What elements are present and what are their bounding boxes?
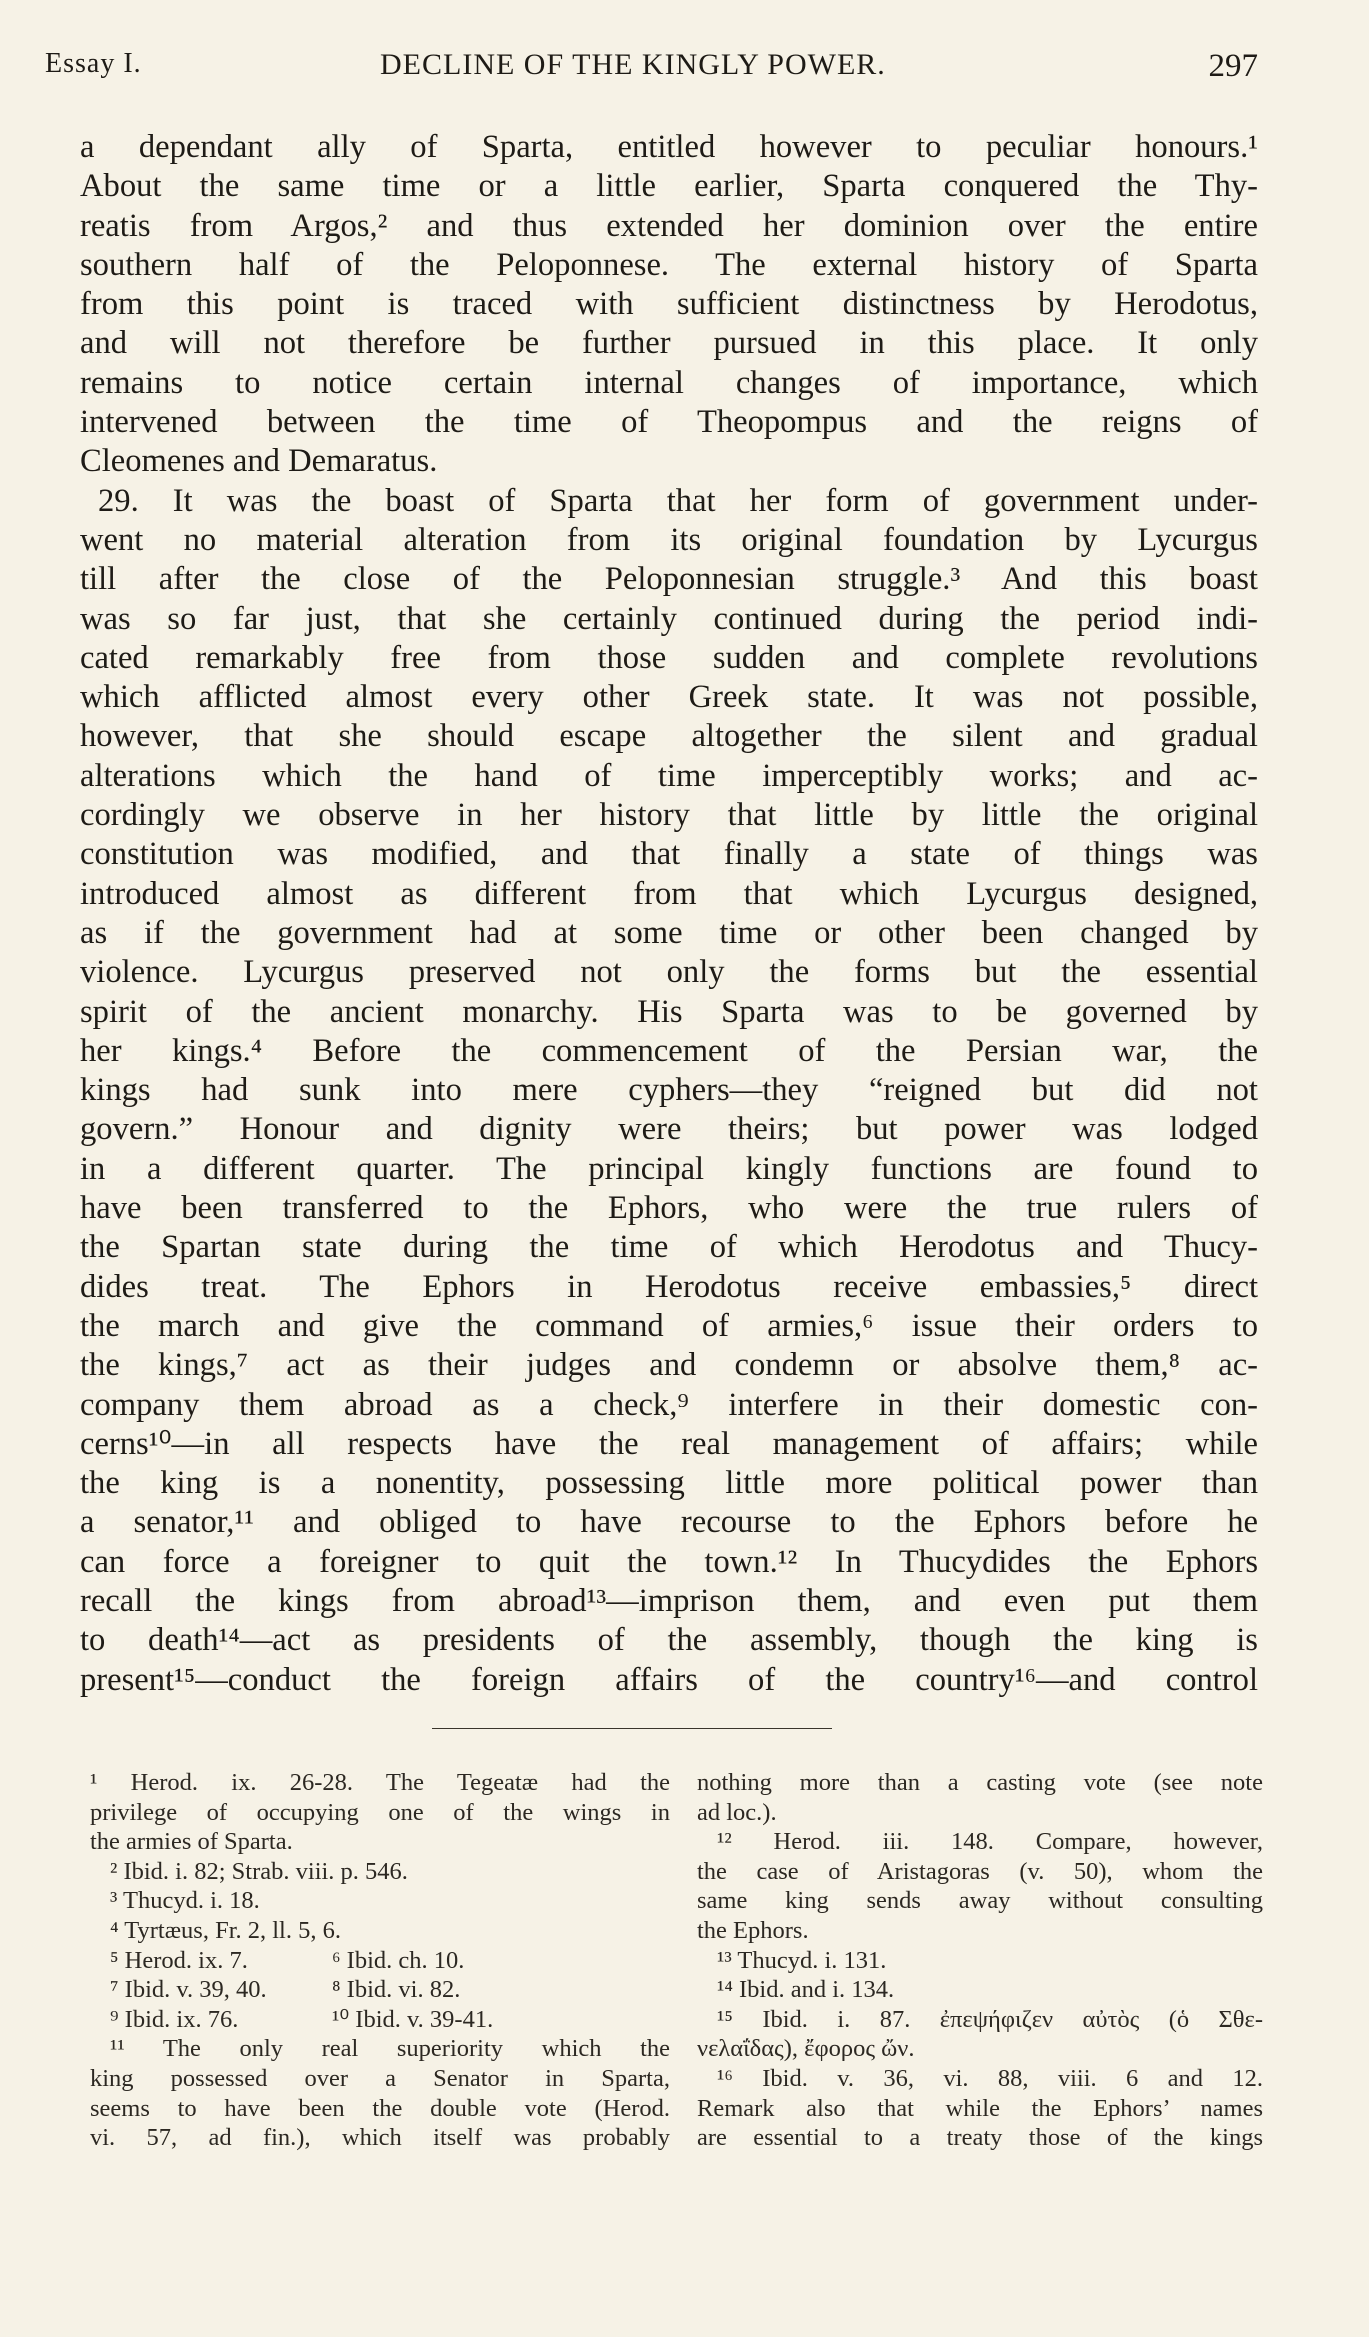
- footnote-12: the Ephors.: [697, 1916, 809, 1944]
- footnote-15: ¹⁵ Ibid. i. 87. ἐπεψήφιζεν αὐτὸς (ὁ Σθε-: [717, 2005, 1263, 2033]
- text-line: About the same time or a little earlier, Sparta conquered the Thy-: [80, 168, 1258, 205]
- text-line: intervened between the time of Theopompus and the reigns of: [80, 404, 1258, 441]
- text-line: alterations which the hand of time imperceptibly works; and ac-: [80, 757, 1258, 794]
- text-line: violence. Lycurgus preserved not only the forms but the essential: [80, 954, 1258, 991]
- footnote-11-continued: ad loc.).: [697, 1798, 777, 1826]
- footnote-11: vi. 57, ad fin.), which itself was probably: [90, 2124, 670, 2152]
- text-line: dides treat. The Ephors in Herodotus receive embassies,⁵ direct: [80, 1268, 1258, 1305]
- footnote-9: ⁹ Ibid. ix. 76.: [110, 2005, 239, 2033]
- text-line: can force a foreigner to quit the town.¹² In Thucydides the Ephors: [80, 1543, 1258, 1580]
- text-line: recall the kings from abroad¹³—imprison them, and even put them: [80, 1582, 1258, 1619]
- text-line: company them abroad as a check,⁹ interfere in their domestic con-: [80, 1386, 1258, 1423]
- page-number: 297: [1208, 48, 1258, 84]
- text-line: present¹⁵—conduct the foreign affairs of the country¹⁶—and control: [80, 1661, 1258, 1698]
- footnote-14: ¹⁴ Ibid. and i. 134.: [717, 1976, 895, 2004]
- text-line: introduced almost as different from that which Lycurgus designed,: [80, 875, 1258, 912]
- footnote-pair: [90, 1946, 670, 1976]
- text-line: the king is a nonentity, possessing little more political power than: [80, 1465, 1258, 1502]
- footnote-11-continued: nothing more than a casting vote (see note: [697, 1769, 1263, 1796]
- text-line: till after the close of the Peloponnesian struggle.³ And this boast: [80, 561, 1258, 598]
- footnote-11: king possessed over a Senator in Sparta,: [90, 2064, 670, 2092]
- footnote-12: the case of Aristagoras (v. 50), whom the: [697, 1857, 1263, 1885]
- footnote-16: ¹⁶ Ibid. v. 36, vi. 88, viii. 6 and 12.: [717, 2064, 1263, 2092]
- text-line: which afflicted almost every other Greek state. It was not possible,: [80, 679, 1258, 716]
- text-line: remains to notice certain internal changes of importance, which: [80, 364, 1258, 401]
- text-line: have been transferred to the Ephors, who were the true rulers of: [80, 1190, 1258, 1227]
- text-line: was so far just, that she certainly continued during the period indi-: [80, 600, 1258, 637]
- footnote-1: privilege of occupying one of the wings in: [90, 1798, 670, 1826]
- footnote-8: ⁸ Ibid. vi. 82.: [332, 1976, 461, 2004]
- text-line: govern.” Honour and dignity were theirs; but power was lodged: [80, 1111, 1258, 1148]
- footnotes-left-column: [90, 1768, 670, 2153]
- text-line: however, that she should escape altogether the silent and gradual: [80, 718, 1258, 755]
- footnote-6: ⁶ Ibid. ch. 10.: [332, 1946, 465, 1974]
- footnote-pair: [90, 1975, 670, 2005]
- text-line: cerns¹⁰—in all respects have the real management of affairs; while: [80, 1425, 1258, 1462]
- footnote-10: ¹⁰ Ibid. v. 39-41.: [332, 2005, 494, 2033]
- text-line: cated remarkably free from those sudden and complete revolutions: [80, 639, 1258, 676]
- text-line: kings had sunk into mere cyphers—they “reigned but did not: [80, 1072, 1258, 1109]
- chapter-title: DECLINE OF THE KINGLY POWER.: [380, 48, 886, 81]
- footnote-11: seems to have been the double vote (Herod.: [90, 2094, 670, 2122]
- footnote-1: the armies of Sparta.: [90, 1828, 293, 1856]
- text-line: and will not therefore be further pursued in this place. It only: [80, 325, 1258, 362]
- footnote-3: ³ Thucyd. i. 18.: [110, 1887, 260, 1915]
- text-line: spirit of the ancient monarchy. His Sparta was to be governed by: [80, 993, 1258, 1030]
- footnote-13: ¹³ Thucyd. i. 131.: [717, 1946, 887, 1974]
- footnote-divider: [432, 1728, 832, 1729]
- section-29-start: 29. It was the boast of Sparta that her form of government under-: [98, 482, 1258, 519]
- text-line: the kings,⁷ act as their judges and condemn or absolve them,⁸ ac-: [80, 1347, 1258, 1384]
- footnote-11: ¹¹ The only real superiority which the: [110, 2035, 670, 2063]
- footnote-12: ¹² Herod. iii. 148. Compare, however,: [717, 1828, 1263, 1856]
- footnote-15: νελαΐδας), ἔφορος ὤν.: [697, 2035, 915, 2063]
- essay-label: Essay I.: [45, 48, 142, 79]
- text-line: the march and give the command of armies,⁶ issue their orders to: [80, 1307, 1258, 1344]
- text-line: a dependant ally of Sparta, entitled however to peculiar honours.¹: [80, 129, 1258, 165]
- footnote-2: ² Ibid. i. 82; Strab. viii. p. 546.: [110, 1857, 408, 1885]
- text-line: a senator,¹¹ and obliged to have recourse to the Ephors before he: [80, 1504, 1258, 1541]
- footnotes-right-column: [697, 1768, 1263, 2153]
- running-header: [45, 48, 1258, 92]
- footnote-1: ¹ Herod. ix. 26-28. The Tegeatæ had the: [90, 1769, 670, 1796]
- text-line: her kings.⁴ Before the commencement of the Persian war, the: [80, 1032, 1258, 1069]
- text-line: as if the government had at some time or other been changed by: [80, 914, 1258, 951]
- text-line: reatis from Argos,² and thus extended her dominion over the entire: [80, 207, 1258, 244]
- footnote-16: are essential to a treaty those of the kings: [697, 2124, 1263, 2152]
- text-line: constitution was modified, and that finally a state of things was: [80, 836, 1258, 873]
- text-line: from this point is traced with sufficient distinctness by Herodotus,: [80, 286, 1258, 323]
- footnote-4: ⁴ Tyrtæus, Fr. 2, ll. 5, 6.: [110, 1916, 341, 1944]
- footnote-5: ⁵ Herod. ix. 7.: [110, 1946, 248, 1974]
- text-line: cordingly we observe in her history that little by little the original: [80, 797, 1258, 834]
- text-line: to death¹⁴—act as presidents of the assembly, though the king is: [80, 1622, 1258, 1659]
- footnote-pair: [90, 2005, 670, 2035]
- text-line: the Spartan state during the time of which Herodotus and Thucy-: [80, 1229, 1258, 1266]
- text-line: Cleomenes and Demaratus.: [80, 443, 438, 480]
- footnote-7: ⁷ Ibid. v. 39, 40.: [110, 1976, 267, 2004]
- footnote-12: same king sends away without consulting: [697, 1887, 1263, 1915]
- text-line: in a different quarter. The principal kingly functions are found to: [80, 1150, 1258, 1187]
- main-text: [80, 128, 1258, 1700]
- text-line: southern half of the Peloponnese. The external history of Sparta: [80, 246, 1258, 283]
- text-line: went no material alteration from its original foundation by Lycurgus: [80, 521, 1258, 558]
- footnote-16: Remark also that while the Ephors’ names: [697, 2094, 1263, 2122]
